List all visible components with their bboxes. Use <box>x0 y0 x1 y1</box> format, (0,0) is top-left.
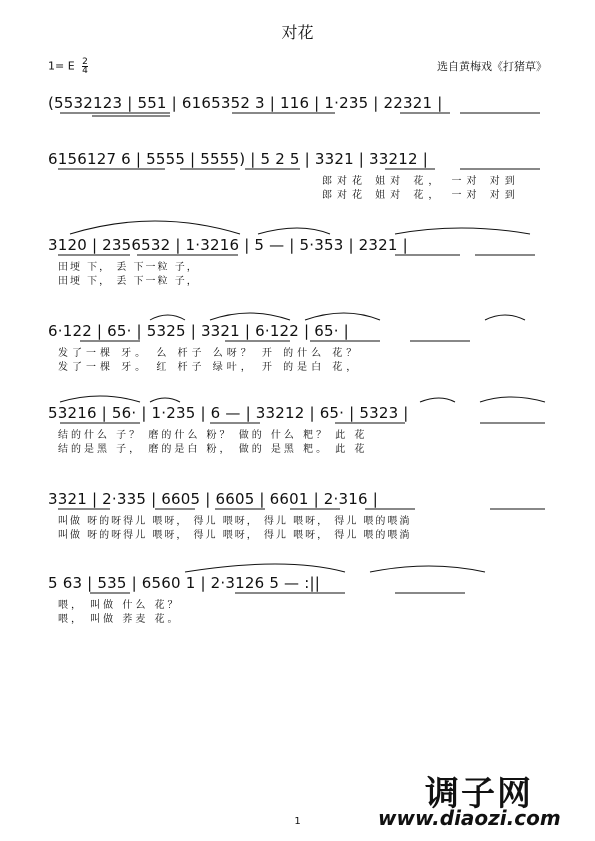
slur <box>60 396 140 402</box>
score-line-4-lyrics-2: 发了一棵 牙。 红 杆子 绿叶， 开 的是白 花， <box>58 362 361 373</box>
score-line-7-lyrics-1: 喂， 叫做 什么 花？ <box>58 600 181 611</box>
score-line-4-lyrics-1: 发了一棵 牙。 么 杆子 么呀？ 开 的什么 花？ <box>58 348 361 359</box>
key-label: 1= E <box>48 59 75 73</box>
score-line-3-lyrics-1: 田埂 下， 丢 下一粒 子， <box>58 262 199 273</box>
score-line-3-lyrics-2: 田埂 下， 丢 下一粒 子， <box>58 276 199 287</box>
score-line-5-notes: 53216 | 56· | 1·235 | 6 — | 33212 | 65· | 5323 | <box>48 404 409 422</box>
score-line-2-lyrics-2: 郎对花 姐对 花， 一对 对到 <box>322 190 520 201</box>
slur <box>305 313 380 320</box>
page-number: 1 <box>294 816 301 827</box>
score-line-7-notes: 5 63 | 535 | 6560 1 | 2·3126 5 — :|| <box>48 574 320 592</box>
score-line-3-notes: 3120 | 2356532 | 1·3216 | 5 — | 5·353 | 2321 | <box>48 236 408 254</box>
score-line-4-notes: 6·122 | 65· | 5325 | 3321 | 6·122 | 65· | <box>48 322 349 340</box>
slur <box>210 313 290 320</box>
slur <box>70 221 240 234</box>
slur <box>480 397 545 402</box>
time-denominator: 4 <box>82 66 88 76</box>
slur <box>258 228 330 234</box>
score-line-6-lyrics-1: 叫做 呀的呀得儿 喂呀， 得儿 喂呀， 得儿 喂呀， 得儿 喂的喂淌 <box>58 516 412 527</box>
score-line-5-lyrics-1: 结的什么 子？ 磨的什么 粉？ 做的 什么 粑？ 此 花 <box>58 430 368 441</box>
watermark-url: www.diaozi.com <box>378 806 561 830</box>
time-numerator: 2 <box>82 57 88 67</box>
page-title: 对花 <box>281 23 314 42</box>
source-attribution: 选自黄梅戏《打猪草》 <box>437 60 547 73</box>
score-line-1-notes: (5532123 | 551 | 6165352 3 | 116 | 1·235 | 22321 | <box>48 94 443 112</box>
score-line-2-lyrics-1: 郎对花 姐对 花， 一对 对到 <box>322 176 520 187</box>
score-line-6-notes: 3321 | 2·335 | 6605 | 6605 | 6601 | 2·316 | <box>48 490 378 508</box>
slur <box>370 566 485 572</box>
slur <box>150 398 180 402</box>
slur <box>485 315 525 320</box>
score-line-2-notes: 6156127 6 | 5555 | 5555) | 5 2 5 | 3321 | 33212 | <box>48 150 428 168</box>
score-line-6-lyrics-2: 叫做 呀的呀得儿 喂呀， 得儿 喂呀， 得儿 喂呀， 得儿 喂的喂淌 <box>58 530 412 541</box>
score-line-5-lyrics-2: 结的是黑 子， 磨的是白 粉， 做的 是黑 粑。 此 花 <box>58 444 368 455</box>
slur <box>185 564 345 572</box>
watermark-logo-text: 调子网 <box>425 774 533 814</box>
slur <box>420 398 455 402</box>
slur <box>395 228 530 234</box>
slur <box>150 315 185 320</box>
score-line-7-lyrics-2: 喂， 叫做 荞麦 花。 <box>58 614 181 625</box>
